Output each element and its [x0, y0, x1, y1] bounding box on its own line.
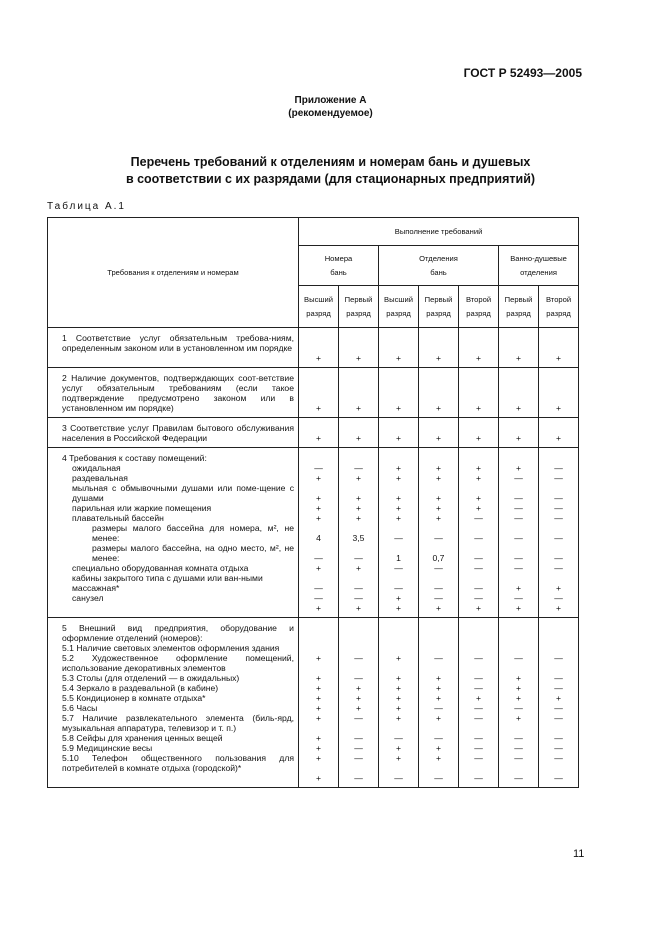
value-mark: — [434, 653, 443, 663]
value-cell [419, 368, 459, 418]
value-mark: + [435, 753, 442, 763]
requirement-text: мыльная с обмывочными душами или поме-щение с душами [72, 483, 294, 503]
value-mark: + [515, 353, 522, 363]
value-mark: — [514, 743, 523, 753]
value-mark: — [434, 583, 443, 593]
value-cell [379, 618, 419, 788]
value-mark: + [475, 473, 482, 483]
value-mark: + [395, 703, 402, 713]
value-mark: — [314, 593, 323, 603]
value-mark: + [515, 713, 522, 723]
value-cell [459, 418, 499, 448]
value-mark: — [514, 473, 523, 483]
value-mark: + [395, 513, 402, 523]
value-mark: + [435, 353, 442, 363]
category-header: Второй разряд [459, 286, 499, 328]
category-header: Первый разряд [339, 286, 379, 328]
value-mark: — [354, 773, 363, 783]
document-title [0, 154, 661, 188]
value-mark: + [515, 693, 522, 703]
value-mark: + [395, 353, 402, 363]
value-cell [459, 328, 499, 368]
category-header: Второй разряд [539, 286, 579, 328]
requirement-text: плавательный бассейн [72, 513, 164, 523]
value-mark [383, 453, 414, 463]
value-mark: + [355, 493, 362, 503]
value-mark: — [434, 593, 443, 603]
requirement-text: 5.10 Телефон общественного пользования для потребителей в комнате отдыха (городской)* [62, 753, 294, 773]
category-header: Высший разряд [299, 286, 339, 328]
requirement-text: 5 Внешний вид предприятия, оборудование и оформление отделений (номеров): [62, 623, 294, 643]
requirement-text: 5.3 Столы (для отделений — в ожидальных) [62, 673, 240, 683]
value-mark: + [315, 403, 322, 413]
value-cell [459, 448, 499, 618]
value-cell [379, 368, 419, 418]
category-header: Первый разряд [419, 286, 459, 328]
value-cell [379, 328, 419, 368]
value-mark [423, 453, 454, 463]
requirement-text: парильная или жаркие помещения [72, 503, 212, 513]
value-mark: — [474, 703, 483, 713]
value-mark: + [515, 403, 522, 413]
appendix-subtitle: (рекомендуемое) [288, 108, 373, 119]
requirement-text: 5.7 Наличие развлекательного элемента (биль-ярд, музыкальная аппаратура, телевизор и т. п.) [62, 713, 294, 733]
value-cell [299, 448, 339, 618]
value-mark: + [315, 563, 322, 573]
value-mark: + [395, 603, 402, 613]
value-mark: + [395, 673, 402, 683]
value-mark: — [434, 773, 443, 783]
requirement-cell [48, 618, 299, 788]
value-cell [459, 368, 499, 418]
value-mark: — [314, 463, 323, 473]
value-mark: — [394, 733, 403, 743]
value-mark: — [354, 583, 363, 593]
value-mark: + [475, 433, 482, 443]
value-mark: — [514, 733, 523, 743]
value-mark: — [434, 733, 443, 743]
table-row [48, 618, 579, 788]
value-mark: — [554, 713, 563, 723]
value-mark: — [514, 773, 523, 783]
value-mark: + [556, 603, 562, 613]
value-mark: + [475, 403, 482, 413]
value-mark: — [514, 513, 523, 523]
value-mark: + [435, 403, 442, 413]
value-mark: — [474, 733, 483, 743]
requirement-text: специально оборудованная комната отдыха [72, 563, 249, 573]
value-mark: — [514, 593, 523, 603]
value-mark: + [395, 683, 402, 693]
value-mark: — [554, 563, 563, 573]
value-mark: + [315, 753, 322, 763]
value-cell [299, 618, 339, 788]
value-mark: — [554, 703, 563, 713]
requirement-text: раздевальная [72, 473, 128, 483]
value-mark: — [554, 673, 563, 683]
category-header: Высший разряд [379, 286, 419, 328]
requirement-text: 5.9 Медицинские весы [62, 743, 153, 753]
value-mark [503, 633, 534, 643]
value-mark: + [556, 403, 562, 413]
value-mark: + [435, 673, 442, 683]
value-mark: 1 [396, 553, 401, 563]
value-mark: — [554, 503, 563, 513]
value-mark: + [435, 433, 442, 443]
requirement-text: 2 Наличие документов, подтверждающих соот-ветствие услуг обязательным требованиям (если такое подтверждение предусмотрено законом или в установленном им порядке) [62, 373, 294, 413]
value-mark: + [435, 463, 442, 473]
value-mark: — [514, 653, 523, 663]
table-row [48, 418, 579, 448]
value-cell [499, 418, 539, 448]
value-mark: + [315, 653, 322, 663]
value-mark: + [395, 593, 402, 603]
table-row [48, 368, 579, 418]
value-mark [343, 633, 374, 643]
value-mark [463, 453, 494, 463]
value-cell [339, 418, 379, 448]
value-mark: — [554, 533, 563, 543]
value-mark: + [315, 433, 322, 443]
requirement-cell [48, 448, 299, 618]
value-mark [343, 453, 374, 463]
value-cell [339, 618, 379, 788]
value-mark: + [435, 493, 442, 503]
value-mark: + [556, 353, 562, 363]
value-mark: — [474, 753, 483, 763]
value-mark: + [515, 463, 522, 473]
value-cell [299, 418, 339, 448]
value-mark: — [354, 593, 363, 603]
requirement-text: 5.1 Наличие световых элементов оформления здания [62, 643, 280, 653]
requirement-text: массажная* [72, 583, 120, 593]
value-mark: — [514, 553, 523, 563]
col-requirements-header: Требования к отделениям и номерам [48, 218, 299, 328]
table-row [48, 328, 579, 368]
col-fulfillment-header: Выполнение требований [299, 218, 579, 246]
value-mark: + [315, 703, 322, 713]
value-mark: + [435, 503, 442, 513]
value-mark: + [395, 403, 402, 413]
value-mark: + [315, 473, 322, 483]
appendix-title: Приложение А [294, 95, 367, 106]
value-mark: — [554, 743, 563, 753]
value-mark [543, 453, 574, 463]
value-mark: — [554, 513, 563, 523]
value-mark: + [395, 753, 402, 763]
value-mark: + [395, 493, 402, 503]
table-label: Таблица А.1 [47, 201, 126, 212]
value-cell [499, 368, 539, 418]
value-mark [463, 633, 494, 643]
value-mark: + [515, 673, 522, 683]
value-mark: + [475, 603, 482, 613]
value-mark: + [355, 473, 362, 483]
value-mark: — [554, 593, 563, 603]
value-mark: — [474, 593, 483, 603]
requirement-text: 5.6 Часы [62, 703, 98, 713]
value-mark: — [474, 743, 483, 753]
value-cell [339, 368, 379, 418]
value-cell [379, 418, 419, 448]
value-mark: 3,5 [352, 533, 365, 543]
value-mark: + [475, 493, 482, 503]
group-header-vanno: Ванно-душевые отделения [499, 246, 579, 286]
value-mark: + [395, 433, 402, 443]
value-mark: — [394, 533, 403, 543]
value-mark: + [355, 513, 362, 523]
value-mark: — [474, 673, 483, 683]
value-mark: + [475, 503, 482, 513]
value-mark: + [515, 433, 522, 443]
value-mark [303, 453, 334, 463]
requirement-text: 4 Требования к составу помещений: [62, 453, 207, 463]
value-mark: + [395, 503, 402, 513]
value-mark: — [394, 583, 403, 593]
value-mark: + [556, 583, 562, 593]
value-mark: + [395, 463, 402, 473]
requirement-text: ожидальная [72, 463, 121, 473]
requirement-text: размеры малого бассейна, на одно место, м², не менее: [92, 543, 294, 563]
requirement-text: кабины закрытого типа с душами или ван-ными [72, 573, 263, 583]
value-mark: — [554, 753, 563, 763]
group-header-otdeleniya: Отделения бань [379, 246, 499, 286]
requirement-text: 1 Соответствие услуг обязательным требова-ниям, определенным законом или в установленном им порядке [62, 333, 294, 353]
value-mark: — [354, 743, 363, 753]
value-mark: — [554, 653, 563, 663]
value-mark: — [514, 503, 523, 513]
value-mark: + [395, 653, 402, 663]
value-mark: + [355, 703, 362, 713]
value-mark: — [314, 583, 323, 593]
value-mark: — [554, 733, 563, 743]
value-mark: — [394, 773, 403, 783]
value-mark: + [315, 693, 322, 703]
value-mark: — [354, 463, 363, 473]
value-mark: + [435, 743, 442, 753]
value-cell [539, 328, 579, 368]
value-mark: 4 [316, 533, 321, 543]
value-mark: + [355, 693, 362, 703]
value-cell [499, 618, 539, 788]
value-mark: + [475, 693, 482, 703]
value-cell [459, 618, 499, 788]
value-mark: — [514, 563, 523, 573]
value-cell [339, 328, 379, 368]
value-mark: + [475, 353, 482, 363]
value-mark: + [355, 683, 362, 693]
requirements-table [47, 217, 579, 788]
table-row [48, 448, 579, 618]
value-mark: + [556, 433, 562, 443]
value-cell [419, 418, 459, 448]
requirement-text: 5.4 Зеркало в раздевальной (в кабине) [62, 683, 219, 693]
value-mark: + [475, 463, 482, 473]
requirement-text: 3 Соответствие услуг Правилам бытового обслуживания населения в Российской Федерации [62, 423, 294, 443]
value-mark [383, 633, 414, 643]
requirement-text: 5.5 Кондиционер в комнате отдыха* [62, 693, 206, 703]
value-mark: — [554, 553, 563, 563]
value-mark: + [355, 353, 362, 363]
value-cell [419, 328, 459, 368]
value-mark: + [395, 693, 402, 703]
value-mark: + [515, 683, 522, 693]
value-mark: — [554, 773, 563, 783]
value-mark: + [355, 403, 362, 413]
title-line-1: Перечень требований к отделениям и номерам бань и душевых [130, 155, 531, 169]
requirement-text: санузел [72, 593, 104, 603]
requirement-text: 5.2 Художественное оформление помещений, использование декоративных элементов [62, 653, 294, 673]
group-header-nomera: Номера бань [299, 246, 379, 286]
value-cell [299, 328, 339, 368]
value-cell [299, 368, 339, 418]
value-mark: + [315, 683, 322, 693]
value-mark: + [395, 713, 402, 723]
value-mark: — [514, 703, 523, 713]
value-mark [503, 453, 534, 463]
value-mark: — [474, 583, 483, 593]
requirement-cell [48, 418, 299, 448]
title-line-2: в соответствии с их разрядами (для стационарных предприятий) [125, 172, 536, 186]
value-mark: — [474, 773, 483, 783]
value-mark: + [435, 603, 442, 613]
value-mark: — [554, 463, 563, 473]
value-mark: + [315, 773, 322, 783]
value-cell [539, 618, 579, 788]
value-mark: + [435, 473, 442, 483]
value-mark: + [315, 503, 322, 513]
value-cell [539, 448, 579, 618]
value-cell [419, 448, 459, 618]
value-mark: — [354, 753, 363, 763]
value-mark: + [435, 513, 442, 523]
value-mark: — [354, 673, 363, 683]
value-mark: — [434, 533, 443, 543]
value-mark: + [515, 583, 522, 593]
requirement-cell [48, 328, 299, 368]
value-cell [499, 328, 539, 368]
value-mark: + [315, 713, 322, 723]
value-mark: + [435, 683, 442, 693]
value-cell [539, 368, 579, 418]
value-mark: 0,7 [432, 553, 445, 563]
value-mark: — [354, 653, 363, 663]
value-mark: + [435, 713, 442, 723]
value-cell [539, 418, 579, 448]
value-mark: — [434, 563, 443, 573]
value-mark: + [315, 733, 322, 743]
requirement-text: 5.8 Сейфы для хранения ценных вещей [62, 733, 223, 743]
requirement-cell [48, 368, 299, 418]
value-mark: — [354, 553, 363, 563]
value-mark: + [315, 493, 322, 503]
value-mark: + [395, 473, 402, 483]
value-mark: + [556, 693, 562, 703]
category-header: Первый разряд [499, 286, 539, 328]
value-mark: — [474, 563, 483, 573]
value-mark: + [355, 433, 362, 443]
value-mark: + [315, 513, 322, 523]
value-mark: + [315, 743, 322, 753]
value-mark: — [354, 733, 363, 743]
value-mark [423, 633, 454, 643]
value-mark: + [435, 693, 442, 703]
value-cell [339, 448, 379, 618]
value-cell [419, 618, 459, 788]
value-mark: + [315, 673, 322, 683]
page-number: 11 [573, 848, 585, 860]
value-mark: — [474, 653, 483, 663]
value-mark: — [554, 473, 563, 483]
value-mark: + [315, 353, 322, 363]
value-mark: — [394, 563, 403, 573]
value-mark: — [474, 553, 483, 563]
value-mark: + [355, 563, 362, 573]
value-mark: — [354, 713, 363, 723]
value-mark [303, 633, 334, 643]
value-mark: — [474, 683, 483, 693]
standard-number: ГОСТ Р 52493—2005 [463, 66, 582, 80]
value-mark: — [474, 713, 483, 723]
value-mark: + [395, 743, 402, 753]
value-mark: + [355, 503, 362, 513]
requirement-text: размеры малого бассейна для номера, м², не менее: [92, 523, 294, 543]
value-mark: + [515, 603, 522, 613]
value-mark: — [434, 703, 443, 713]
value-mark: + [315, 603, 322, 613]
value-mark: — [474, 533, 483, 543]
value-mark [543, 633, 574, 643]
value-cell [499, 448, 539, 618]
value-mark: — [554, 683, 563, 693]
value-mark: — [554, 493, 563, 503]
value-mark: — [514, 753, 523, 763]
value-mark: + [355, 603, 362, 613]
value-mark: — [514, 533, 523, 543]
value-mark: — [474, 513, 483, 523]
value-cell [379, 448, 419, 618]
value-mark: — [314, 553, 323, 563]
value-mark: — [514, 493, 523, 503]
